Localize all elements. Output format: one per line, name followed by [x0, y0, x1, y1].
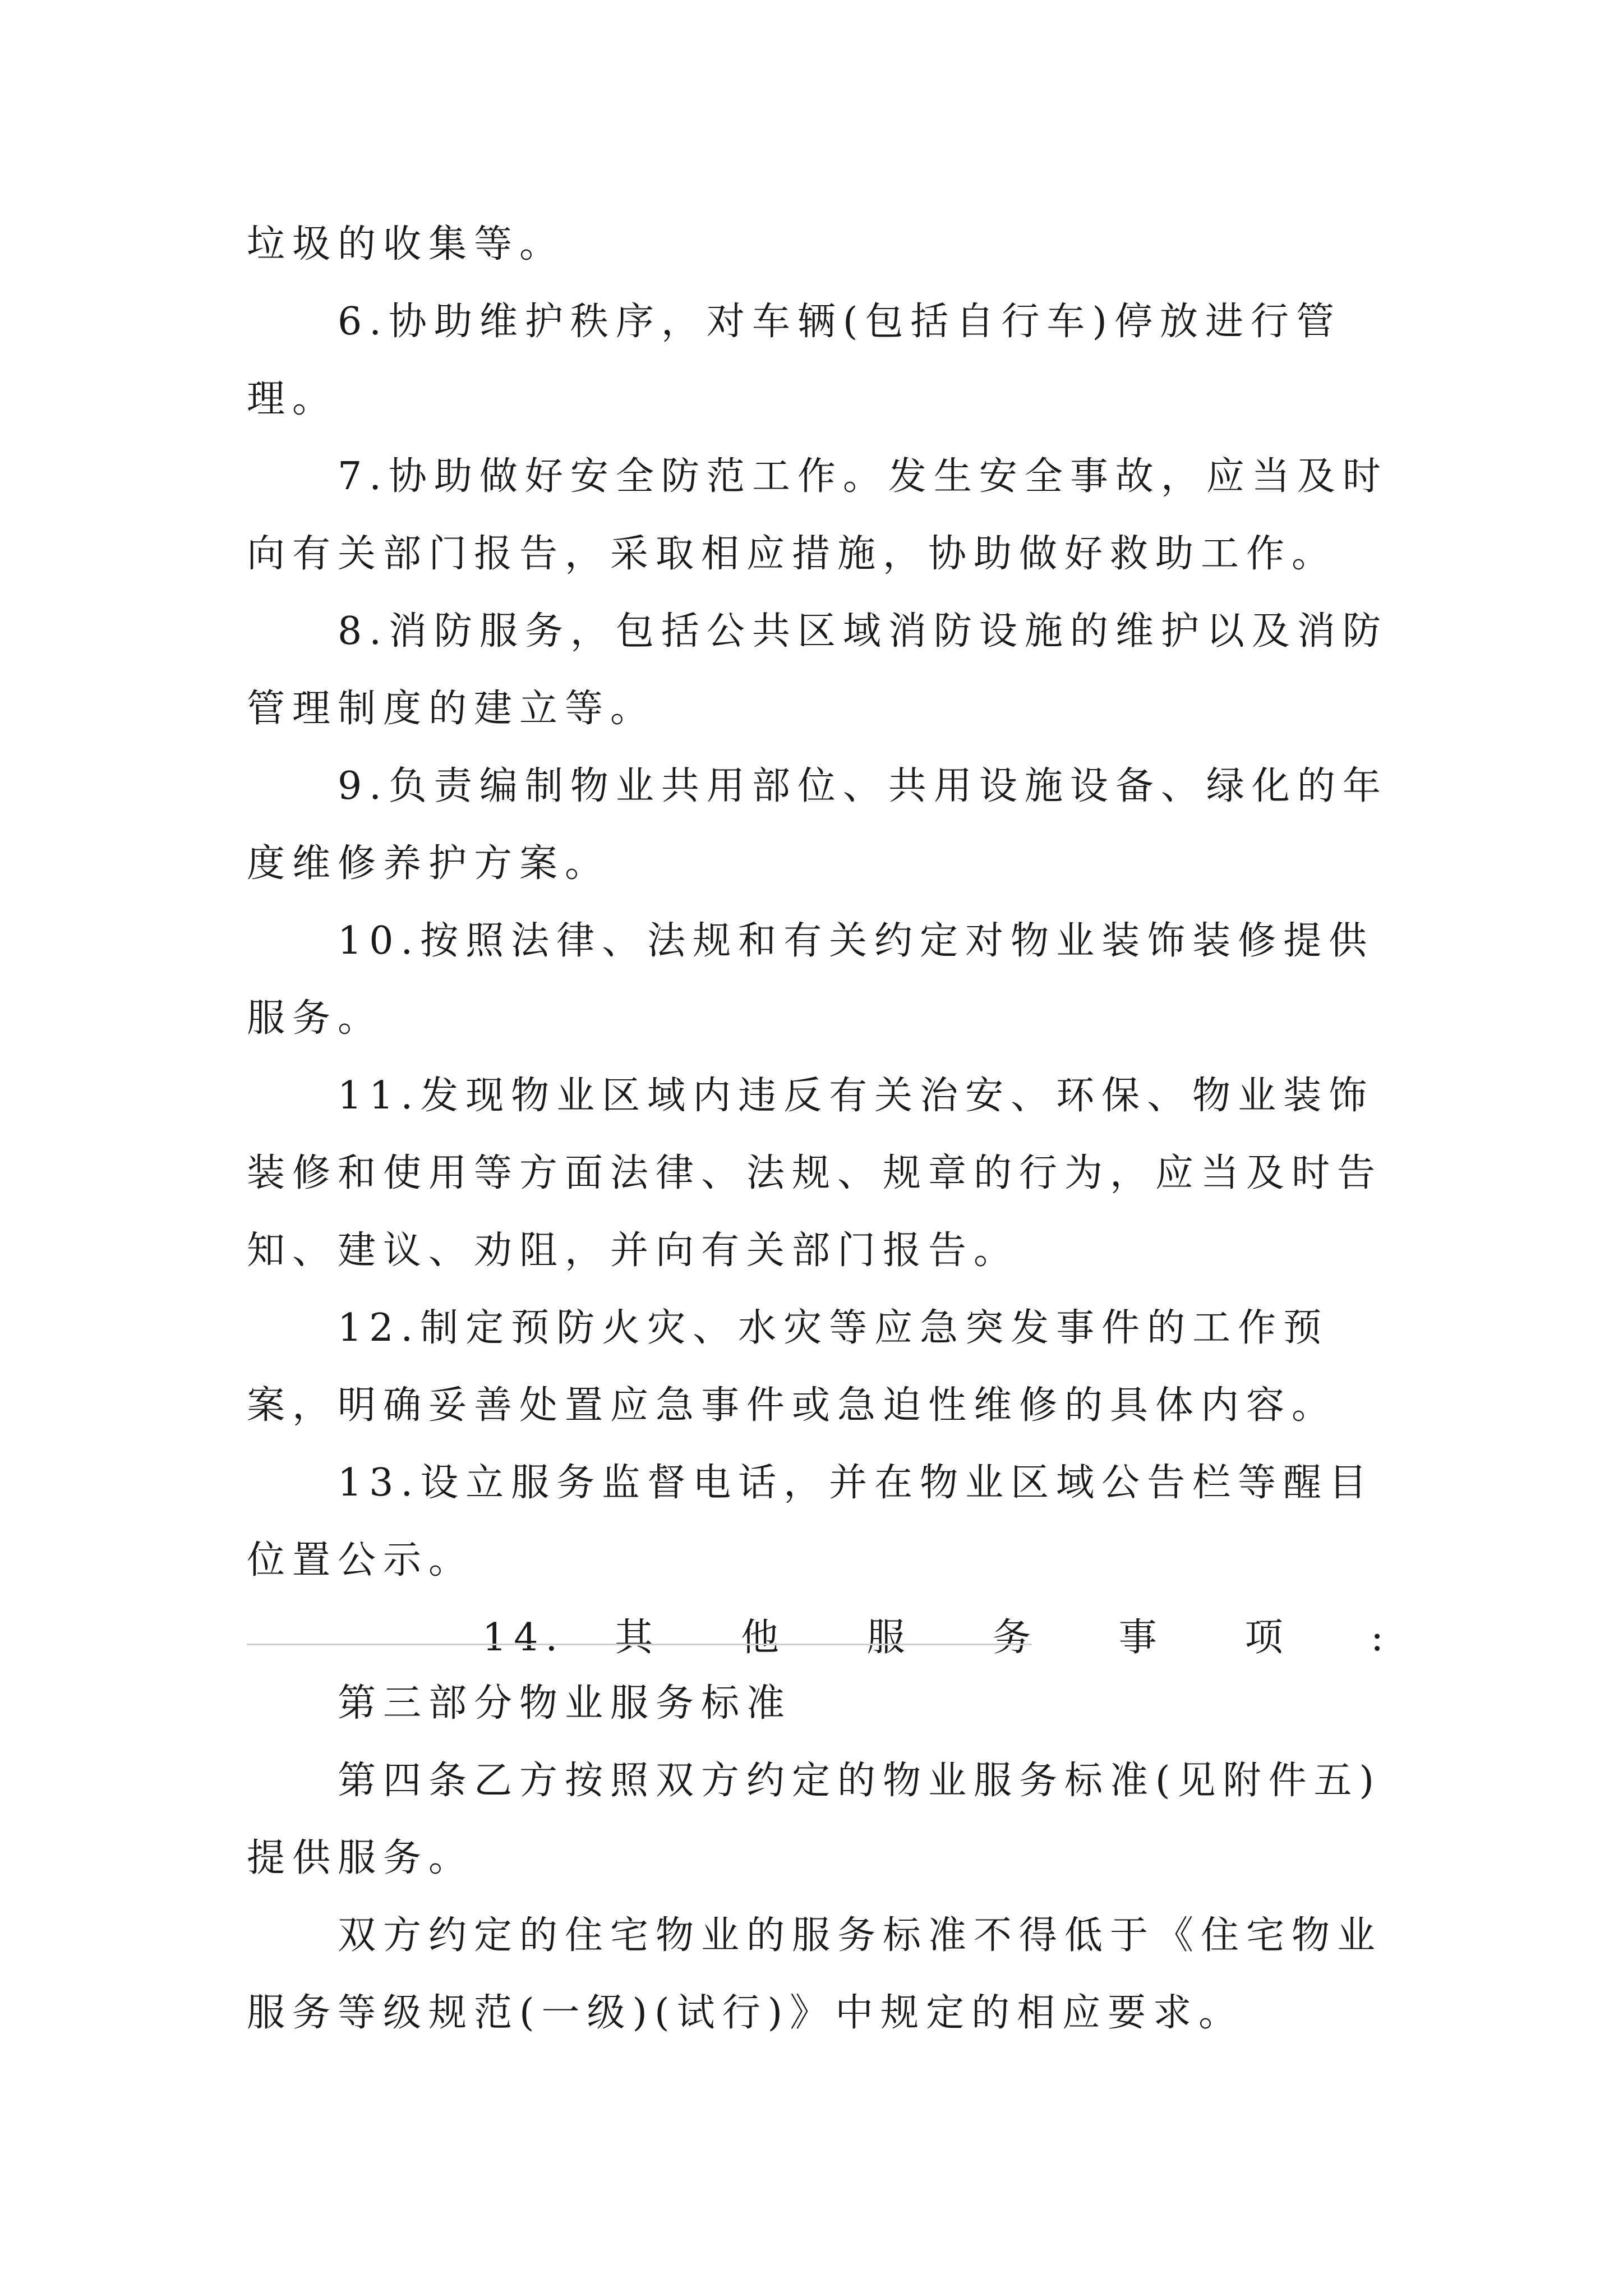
section-heading: 第三部分物业服务标准 — [338, 1681, 792, 1726]
paragraph-item-12: 12.制定预防火灾、水灾等应急突发事件的工作预案，明确妥善处置应急事件或急迫性维修的具体内容。 — [247, 1306, 1338, 1428]
paragraph-item-10: 10.按照法律、法规和有关约定对物业装饰装修提供服务。 — [247, 919, 1375, 1041]
paragraph-item-6: 6.协助维护秩序，对车辆(包括自行车)停放进行管理。 — [247, 300, 1341, 421]
paragraph-continuation: 垃圾的收集等。 — [247, 222, 565, 266]
paragraph-item-7: 7.协助做好安全防范工作。发生安全事故，应当及时向有关部门报告，采取相应措施，协助做好救助工作。 — [247, 454, 1388, 576]
paragraph-item-13: 13.设立服务监督电话，并在物业区域公告栏等醒目位置公示。 — [247, 1461, 1375, 1582]
paragraph-standard-requirement: 双方约定的住宅物业的服务标准不得低于《住宅物业服务等级规范(一级)(试行)》中规定的相应要求。 — [247, 1913, 1383, 2035]
lower-text-section — [247, 1665, 1391, 2052]
paragraph-item-14: 14. 其 他 服 务 事 项 : — [482, 1616, 1391, 1660]
footnote-divider — [247, 1644, 1032, 1645]
upper-text-section — [247, 206, 1391, 1677]
paragraph-item-9: 9.负责编制物业共用部位、共用设施设备、绿化的年度维修养护方案。 — [247, 764, 1388, 886]
paragraph-item-8: 8.消防服务，包括公共区域消防设施的维护以及消防管理制度的建立等。 — [247, 609, 1388, 731]
paragraph-item-11: 11.发现物业区域内违反有关治安、环保、物业装饰装修和使用等方面法律、法规、规章的行为，应当及时告知、建议、劝阻，并向有关部门报告。 — [247, 1074, 1383, 1273]
paragraph-article-4: 第四条乙方按照双方约定的物业服务标准(见附件五)提供服务。 — [247, 1759, 1382, 1880]
